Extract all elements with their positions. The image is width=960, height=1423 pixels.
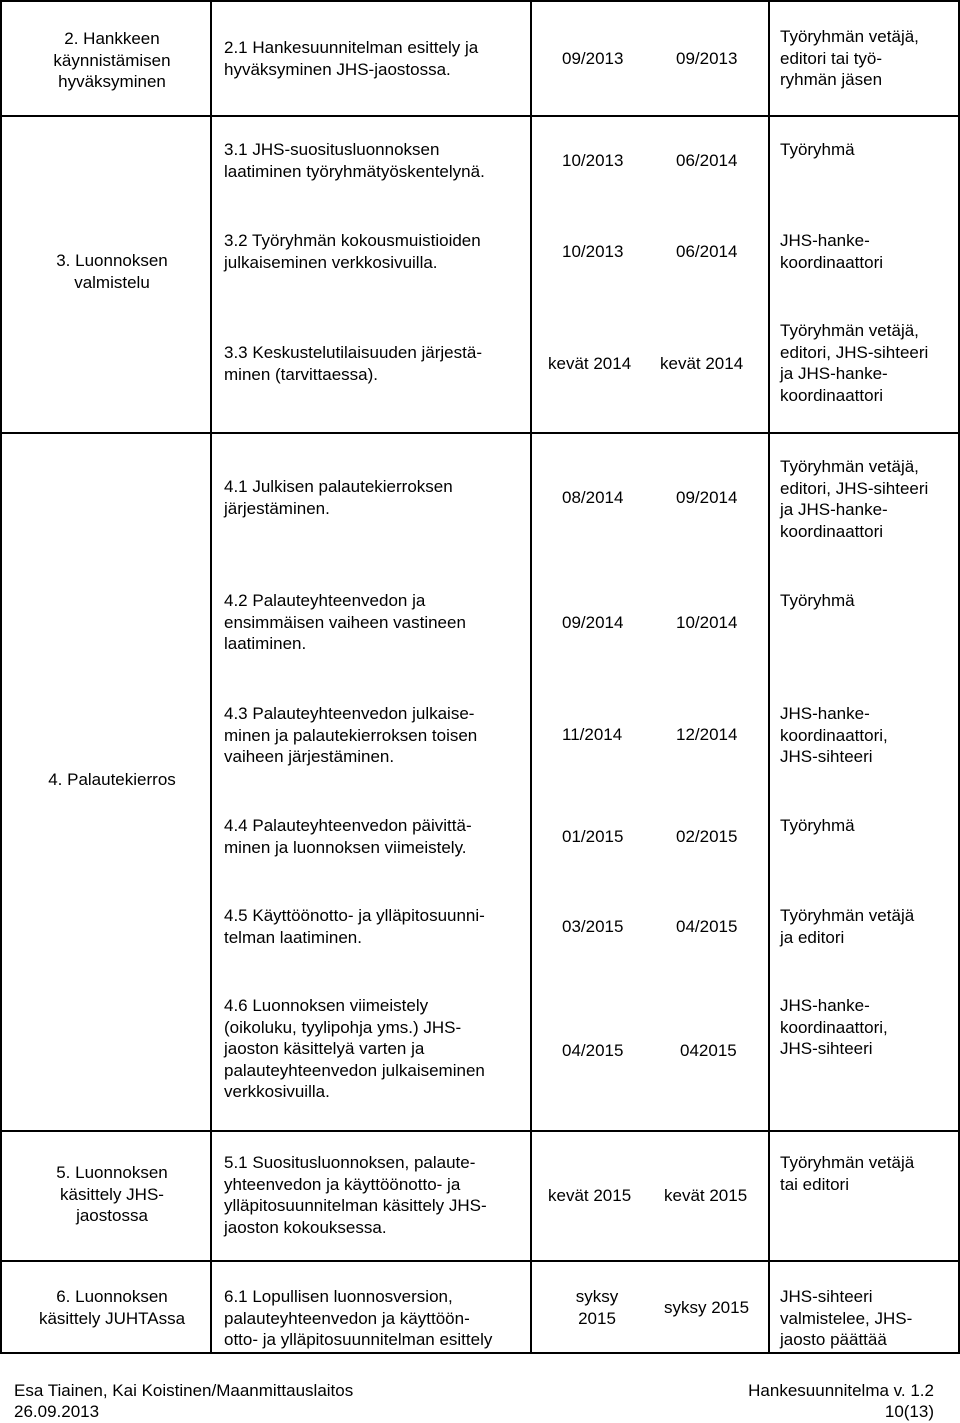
row-divider-6 bbox=[0, 1260, 960, 1262]
task-cell: 3.1 JHS-suositusluonnoksen laatiminen työryhmätyöskentelynä. bbox=[224, 140, 485, 181]
footer-doc-version: Hankesuunnitelma v. 1.2 bbox=[748, 1381, 934, 1400]
task-cell: 4.4 Palauteyhteenvedon päivittä- minen ja luonnoksen viimeistely. bbox=[224, 816, 472, 857]
row-divider-2 bbox=[0, 115, 960, 117]
table-border-top bbox=[0, 0, 960, 2]
start-date-cell: 03/2015 bbox=[562, 917, 624, 936]
start-date-cell: 10/2013 bbox=[562, 242, 624, 261]
start-date-cell: 01/2015 bbox=[562, 827, 624, 846]
task-cell: 4.3 Palauteyhteenvedon julkaise- minen ja palautekierroksen toisen vaiheen järjestäminen. bbox=[224, 704, 478, 767]
footer-page-number: 10(13) bbox=[884, 1402, 934, 1421]
task-cell: 2.1 Hankesuunnitelman esittely ja hyväksyminen JHS-jaostossa. bbox=[224, 38, 479, 79]
footer-authors: Esa Tiainen, Kai Koistinen/Maanmittauslaitos bbox=[14, 1381, 354, 1400]
owner-cell: Työryhmän vetäjä tai editori bbox=[780, 1153, 915, 1194]
owner-cell: Työryhmän vetäjä, editori, JHS-sihteeri ja JHS-hanke- koordinaattori bbox=[780, 457, 929, 541]
start-date-cell: 04/2015 bbox=[562, 1041, 624, 1060]
phase-cell: 6. Luonnoksen käsittely JUHTAssa bbox=[38, 1287, 186, 1328]
phase-cell: 2. Hankkeen käynnistämisen hyväksyminen bbox=[53, 29, 171, 92]
task-cell: 4.5 Käyttöönotto- ja ylläpitosuunni- telman laatiminen. bbox=[224, 906, 485, 947]
end-date-cell: 10/2014 bbox=[676, 613, 738, 632]
task-cell: 4.2 Palauteyhteenvedon ja ensimmäisen vaiheen vastineen laatiminen. bbox=[224, 591, 466, 654]
end-date-cell: 06/2014 bbox=[676, 151, 738, 170]
owner-cell: Työryhmän vetäjä, editori tai työ- ryhmän jäsen bbox=[780, 27, 919, 90]
owner-cell: JHS-hanke- koordinaattori bbox=[780, 231, 884, 272]
start-date-cell: 11/2014 bbox=[562, 725, 623, 744]
table-border-left bbox=[0, 0, 2, 1354]
column-divider-owner bbox=[768, 0, 770, 1354]
end-date-cell: 042015 bbox=[680, 1041, 737, 1060]
start-date-cell: syksy 2015 bbox=[575, 1287, 619, 1328]
task-cell: 4.6 Luonnoksen viimeistely (oikoluku, tyylipohja yms.) JHS- jaoston käsittelyä varten ja palauteyhteenvedon julkaiseminen verkkosivuilla. bbox=[224, 996, 485, 1102]
phase-cell: 4. Palautekierros bbox=[48, 770, 176, 789]
task-cell: 3.2 Työryhmän kokousmuistioiden julkaiseminen verkkosivuilla. bbox=[224, 231, 481, 272]
owner-cell: Työryhmän vetäjä, editori, JHS-sihteeri ja JHS-hanke- koordinaattori bbox=[780, 321, 929, 405]
start-date-cell: kevät 2015 bbox=[548, 1186, 632, 1205]
phase-cell: 5. Luonnoksen käsittely JHS- jaostossa bbox=[56, 1163, 168, 1226]
end-date-cell: 09/2013 bbox=[676, 49, 738, 68]
end-date-cell: kevät 2014 bbox=[660, 354, 744, 373]
start-date-cell: 08/2014 bbox=[562, 488, 624, 507]
task-cell: 3.3 Keskustelutilaisuuden järjestä- minen (tarvittaessa). bbox=[224, 343, 482, 384]
end-date-cell: 02/2015 bbox=[676, 827, 738, 846]
end-date-cell: 12/2014 bbox=[676, 725, 738, 744]
owner-cell: Työryhmä bbox=[780, 816, 855, 835]
footer-date: 26.09.2013 bbox=[14, 1402, 100, 1421]
row-divider-5 bbox=[0, 1130, 960, 1132]
owner-cell: Työryhmän vetäjä ja editori bbox=[780, 906, 915, 947]
column-divider-phase bbox=[210, 0, 212, 1354]
owner-cell: JHS-sihteeri valmistelee, JHS- jaosto päättää bbox=[780, 1287, 913, 1350]
start-date-cell: kevät 2014 bbox=[548, 354, 632, 373]
owner-cell: JHS-hanke- koordinaattori, JHS-sihteeri bbox=[780, 996, 888, 1059]
table-border-bottom bbox=[0, 1352, 960, 1354]
task-cell: 5.1 Suositusluonnoksen, palaute- yhteenvedon ja käyttöönotto- ja ylläpitosuunnitelman käsittely JHS- jaoston kokouksessa. bbox=[224, 1153, 487, 1237]
end-date-cell: 04/2015 bbox=[676, 917, 738, 936]
end-date-cell: kevät 2015 bbox=[664, 1186, 748, 1205]
row-divider-4 bbox=[0, 432, 960, 434]
start-date-cell: 10/2013 bbox=[562, 151, 624, 170]
end-date-cell: syksy 2015 bbox=[664, 1298, 750, 1317]
owner-cell: JHS-hanke- koordinaattori, JHS-sihteeri bbox=[780, 704, 888, 767]
owner-cell: Työryhmä bbox=[780, 140, 855, 159]
owner-cell: Työryhmä bbox=[780, 591, 855, 610]
end-date-cell: 09/2014 bbox=[676, 488, 738, 507]
start-date-cell: 09/2013 bbox=[562, 49, 624, 68]
start-date-cell: 09/2014 bbox=[562, 613, 624, 632]
end-date-cell: 06/2014 bbox=[676, 242, 738, 261]
column-divider-task bbox=[530, 0, 532, 1354]
phase-cell: 3. Luonnoksen valmistelu bbox=[56, 251, 168, 292]
task-cell: 6.1 Lopullisen luonnosversion, palauteyhteenvedon ja käyttöön- otto- ja ylläpitosuunnitelman esittely bbox=[224, 1287, 493, 1350]
task-cell: 4.1 Julkisen palautekierroksen järjestäminen. bbox=[224, 477, 453, 518]
